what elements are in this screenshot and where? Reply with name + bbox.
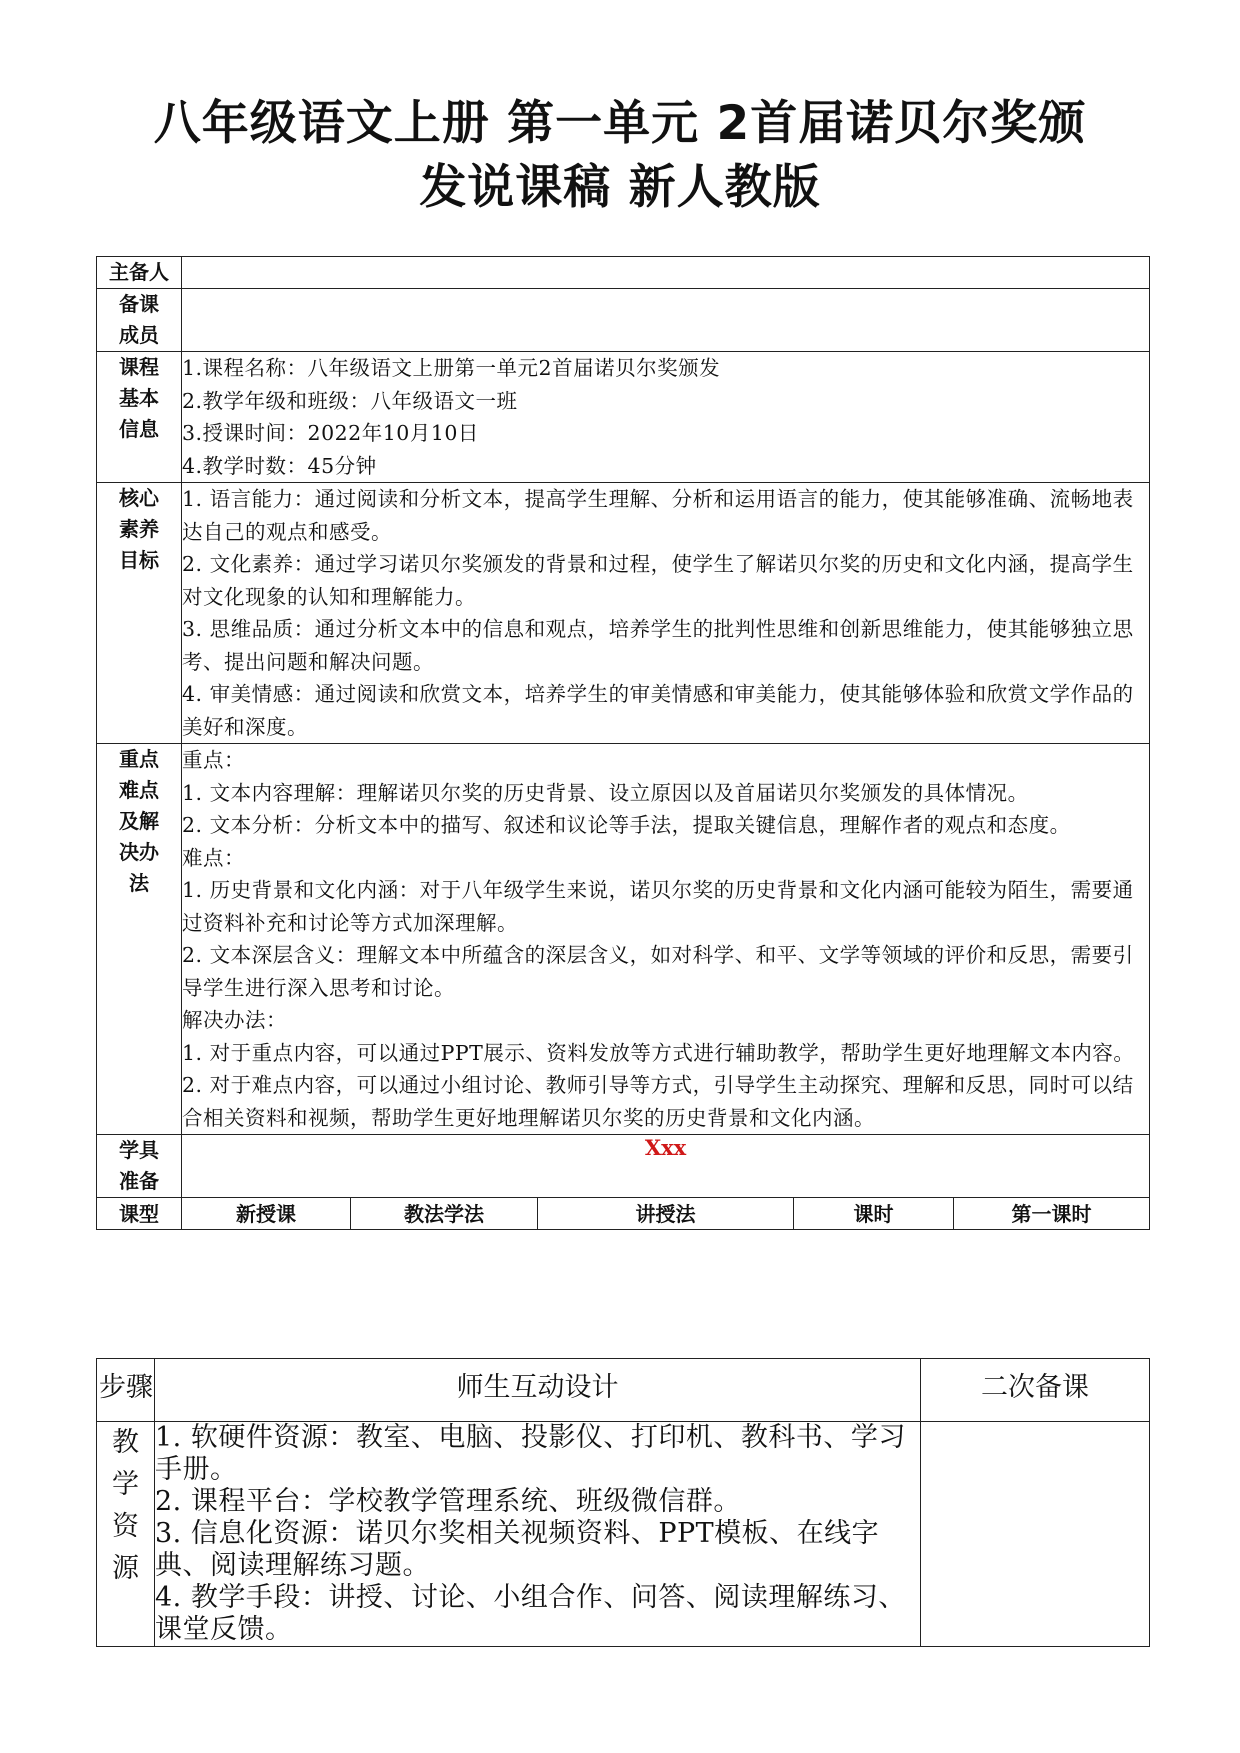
solution-item: 1. 对于重点内容，可以通过PPT展示、资料发放等方式进行辅助教学，帮助学生更好地理解文本内容。: [182, 1040, 1135, 1065]
key-points-row: [97, 744, 1150, 1135]
members-row: [97, 289, 1150, 352]
resources-label-char: 教: [112, 1427, 139, 1458]
lesson-info-table: [96, 256, 1150, 1230]
key-points-label-line: 重点: [119, 747, 159, 771]
preparer-row: [97, 257, 1150, 289]
title-line-1: 八年级语文上册 第一单元 2首届诺贝尔奖颁: [153, 96, 1087, 151]
members-label-line-2: 成员: [119, 323, 159, 347]
resources-label-char: 资: [112, 1511, 139, 1542]
key-points-heading: 重点：: [182, 748, 245, 772]
preparer-value: [182, 257, 1150, 289]
core-goal-item: 1. 语言能力：通过阅读和分析文本，提高学生理解、分析和运用语言的能力，使其能够准确、流畅地表达自己的观点和感受。: [182, 487, 1134, 544]
preparer-label-text: 主备人: [109, 260, 169, 284]
basic-info-content: [182, 352, 1150, 483]
key-points-content: [182, 744, 1150, 1135]
teaching-resources-label: [97, 1422, 155, 1647]
core-goal-item: 2. 文化素养：通过学习诺贝尔奖颁发的背景和过程，使学生了解诺贝尔奖的历史和文化内涵，提高学生对文化现象的认知和理解能力。: [182, 552, 1134, 609]
core-goals-label-line-1: 核心: [119, 486, 159, 510]
basic-info-item: 1.课程名称：八年级语文上册第一单元2首届诺贝尔奖颁发: [182, 356, 721, 380]
lesson-type-value: 新授课: [182, 1198, 351, 1230]
basic-info-label-line-2: 基本: [119, 386, 159, 410]
interaction-design-header: 师生互动设计: [155, 1359, 921, 1422]
basic-info-item: 2.教学年级和班级：八年级语文一班: [182, 388, 518, 413]
basic-info-label-line-3: 信息: [119, 417, 159, 441]
teaching-method-value: 讲授法: [538, 1198, 794, 1230]
core-goals-content: [182, 483, 1150, 744]
materials-value: Xxx: [182, 1135, 1150, 1198]
teaching-method-label: 教法学法: [351, 1198, 538, 1230]
resource-item: 4. 教学手段：讲授、讨论、小组合作、问答、阅读理解练习、课堂反馈。: [155, 1582, 906, 1645]
solution-heading: 解决办法：: [182, 1008, 287, 1032]
class-period-value: 第一课时: [954, 1198, 1150, 1230]
key-point-item: 1. 文本内容理解：理解诺贝尔奖的历史背景、设立原因以及首届诺贝尔奖颁发的具体情况。: [182, 780, 1029, 805]
basic-info-label: [97, 352, 182, 483]
preparer-label: [97, 257, 182, 289]
resource-item: 1. 软硬件资源：教室、电脑、投影仪、打印机、教科书、学习手册。: [155, 1422, 906, 1485]
materials-label-line-1: 学具: [119, 1138, 159, 1162]
second-preparation-header: 二次备课: [921, 1359, 1150, 1422]
core-goal-item: 3. 思维品质：通过分析文本中的信息和观点，培养学生的批判性思维和创新思维能力，使其能够独立思考、提出问题和解决问题。: [182, 617, 1134, 674]
second-preparation-notes: [921, 1422, 1150, 1647]
members-value: [182, 289, 1150, 352]
resource-item: 2. 课程平台：学校教学管理系统、班级微信群。: [155, 1486, 741, 1517]
difficulty-item: 2. 文本深层含义：理解文本中所蕴含的深层含义，如对科学、和平、文学等领域的评价和反思，需要引导学生进行深入思考和讨论。: [182, 943, 1134, 1000]
core-goals-label-line-2: 素养: [119, 517, 159, 541]
resources-label-char: 学: [112, 1469, 139, 1500]
materials-label-line-2: 准备: [119, 1169, 159, 1193]
difficulty-heading: 难点：: [182, 845, 245, 870]
key-points-label-line: 难点: [119, 778, 159, 802]
basic-info-item: 4.教学时数：45分钟: [182, 453, 377, 478]
key-points-label-line: 及解: [119, 809, 159, 833]
key-point-item: 2. 文本分析：分析文本中的描写、叙述和议论等手法，提取关键信息，理解作者的观点和态度。: [182, 813, 1071, 837]
steps-header-row: [97, 1359, 1150, 1422]
core-goals-label: [97, 483, 182, 744]
resources-label-char: 源: [112, 1553, 139, 1584]
lesson-type-label: 课型: [97, 1198, 182, 1230]
core-goals-label-line-3: 目标: [119, 548, 159, 572]
lesson-type-row: [97, 1198, 1150, 1230]
key-points-label: [97, 744, 182, 1135]
core-goal-item: 4. 审美情感：通过阅读和欣赏文本，培养学生的审美情感和审美能力，使其能够体验和欣赏文学作品的美好和深度。: [182, 682, 1134, 739]
members-label: [97, 289, 182, 352]
materials-row: [97, 1135, 1150, 1198]
basic-info-row: [97, 352, 1150, 483]
teaching-steps-table: [96, 1358, 1150, 1647]
class-period-label: 课时: [794, 1198, 954, 1230]
core-goals-row: [97, 483, 1150, 744]
basic-info-item: 3.授课时间：2022年10月10日: [182, 421, 479, 445]
title-line-2: 发说课稿 新人教版: [419, 160, 821, 215]
resource-item: 3. 信息化资源：诺贝尔奖相关视频资料、PPT模板、在线字典、阅读理解练习题。: [155, 1518, 880, 1581]
difficulty-item: 1. 历史背景和文化内涵：对于八年级学生来说，诺贝尔奖的历史背景和文化内涵可能较为陌生，需要通过资料补充和讨论等方式加深理解。: [182, 878, 1134, 935]
basic-info-label-line-1: 课程: [119, 355, 159, 379]
document-title: [100, 92, 1140, 220]
step-header: 步骤: [97, 1359, 155, 1422]
key-points-label-line: 法: [129, 871, 149, 895]
solution-item: 2. 对于难点内容，可以通过小组讨论、教师引导等方式，引导学生主动探究、理解和反思，同时可以结合相关资料和视频，帮助学生更好地理解诺贝尔奖的历史背景和文化内涵。: [182, 1073, 1134, 1130]
teaching-resources-row: [97, 1422, 1150, 1647]
materials-label: [97, 1135, 182, 1198]
members-label-line-1: 备课: [119, 292, 159, 316]
teaching-resources-content: [155, 1422, 921, 1647]
key-points-label-line: 决办: [119, 840, 159, 864]
